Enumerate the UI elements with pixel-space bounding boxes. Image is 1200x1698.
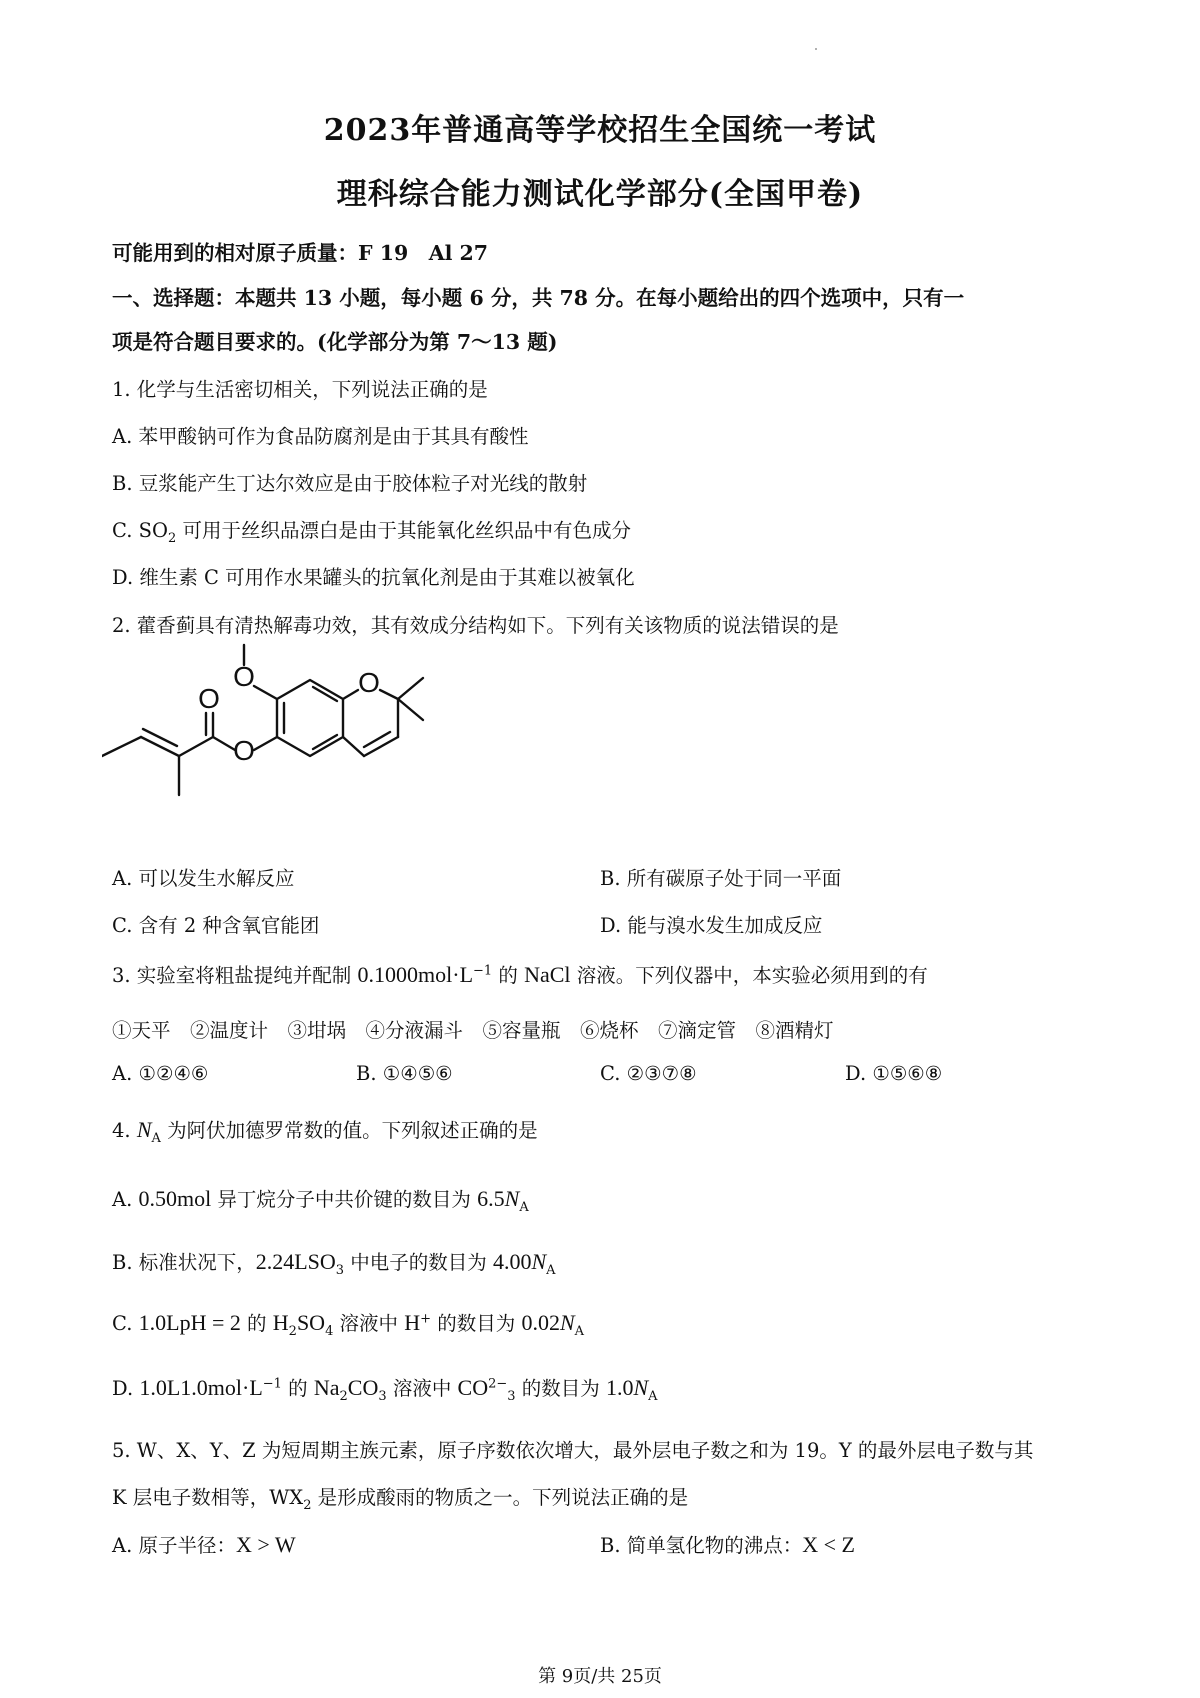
atom-o-carbonyl: O bbox=[198, 683, 220, 714]
q3-instruments: ①天平 ②温度计 ③坩埚 ④分液漏斗 ⑤容量瓶 ⑥烧杯 ⑦滴定管 ⑧酒精灯 bbox=[112, 1019, 834, 1042]
q1-option-c: C. $SO_2$ 可用于丝织品漂白是由于其能氧化丝织品中有色成分 bbox=[112, 519, 631, 546]
q5-stem-line1: 5. W、X、Y、Z 为短周期主族元素，原子序数依次增大，最外层电子数之和为 19。Y 的最外层电子数与其 bbox=[112, 1439, 1034, 1462]
q4-option-c: C. 1.0LpH = 2 的 $H_2SO_4$ 溶液中 H+ 的数目为 $0.02N_A$ bbox=[112, 1310, 585, 1339]
q1-stem: 1. 化学与生活密切相关，下列说法正确的是 bbox=[112, 378, 488, 401]
q3-option-b: B. ①④⑤⑥ bbox=[356, 1062, 453, 1085]
q1-option-a: A. 苯甲酸钠可作为食品防腐剂是由于其具有酸性 bbox=[112, 425, 529, 448]
q3-stem: 3. 实验室将粗盐提纯并配制 $0.1000mol\cdot L^{-1}$ 的 NaCl 溶液。下列仪器中，本实验必须用到的有 bbox=[112, 962, 928, 987]
q3-option-c: C. ②③⑦⑧ bbox=[600, 1062, 697, 1085]
section-instructions-line1: 一、选择题：本题共 13 小题，每小题 6 分，共 78 分。在每小题给出的四个选项中，只有一 bbox=[112, 286, 965, 310]
q2-option-d: D. 能与溴水发生加成反应 bbox=[600, 914, 823, 937]
section-instructions-line2: 项是符合题目要求的。(化学部分为第 7～13 题) bbox=[112, 330, 558, 354]
q3-option-d: D. ①⑤⑥⑧ bbox=[845, 1062, 943, 1085]
q1-option-b: B. 豆浆能产生丁达尔效应是由于胶体粒子对光线的散射 bbox=[112, 472, 588, 495]
molecule-structure bbox=[102, 635, 462, 805]
atomic-masses-note: 可能用到的相对原子质量：F 19 Al 27 bbox=[112, 241, 489, 265]
atom-o-ester: O bbox=[233, 735, 255, 766]
q5-option-a: A. 原子半径：X > W bbox=[112, 1532, 296, 1557]
q4-option-a: A. 0.50mol 异丁烷分子中共价键的数目为 $6.5N_A$ bbox=[112, 1186, 529, 1215]
page-number: 第 9页/共 25页 bbox=[538, 1666, 662, 1687]
q4-option-b: B. 标准状况下，$2.24LSO_3$ 中电子的数目为 $4.00N_A$ bbox=[112, 1249, 556, 1278]
q2-option-a: A. 可以发生水解反应 bbox=[112, 867, 295, 890]
scan-dot bbox=[815, 48, 817, 50]
exam-title: 2023年普通高等学校招生全国统一考试 bbox=[323, 113, 877, 148]
atom-o-methoxy: O bbox=[233, 661, 255, 692]
q2-stem: 2. 藿香蓟具有清热解毒功效，其有效成分结构如下。下列有关该物质的说法错误的是 bbox=[112, 614, 839, 637]
q4-stem: 4. $N_A$ 为阿伏加德罗常数的值。下列叙述正确的是 bbox=[112, 1117, 538, 1146]
exam-subtitle: 理科综合能力测试化学部分(全国甲卷) bbox=[336, 177, 864, 212]
atom-o-ring: O bbox=[358, 667, 380, 698]
q4-option-d: D. $1.0L1.0mol\cdot L^{-1}$ 的 $Na_2CO_3$ 溶液中 $CO^{2-}_3$ 的数目为 $1.0N_A$ bbox=[112, 1375, 658, 1404]
q5-stem-line2: K 层电子数相等，$WX_2$ 是形成酸雨的物质之一。下列说法正确的是 bbox=[112, 1486, 689, 1513]
q3-option-a: A. ①②④⑥ bbox=[112, 1062, 209, 1085]
q5-option-b: B. 简单氢化物的沸点：X < Z bbox=[600, 1532, 855, 1557]
q2-option-b: B. 所有碳原子处于同一平面 bbox=[600, 867, 842, 890]
q2-option-c: C. 含有 2 种含氧官能团 bbox=[112, 914, 320, 937]
q1-option-d: D. 维生素 C 可用作水果罐头的抗氧化剂是由于其难以被氧化 bbox=[112, 566, 635, 589]
